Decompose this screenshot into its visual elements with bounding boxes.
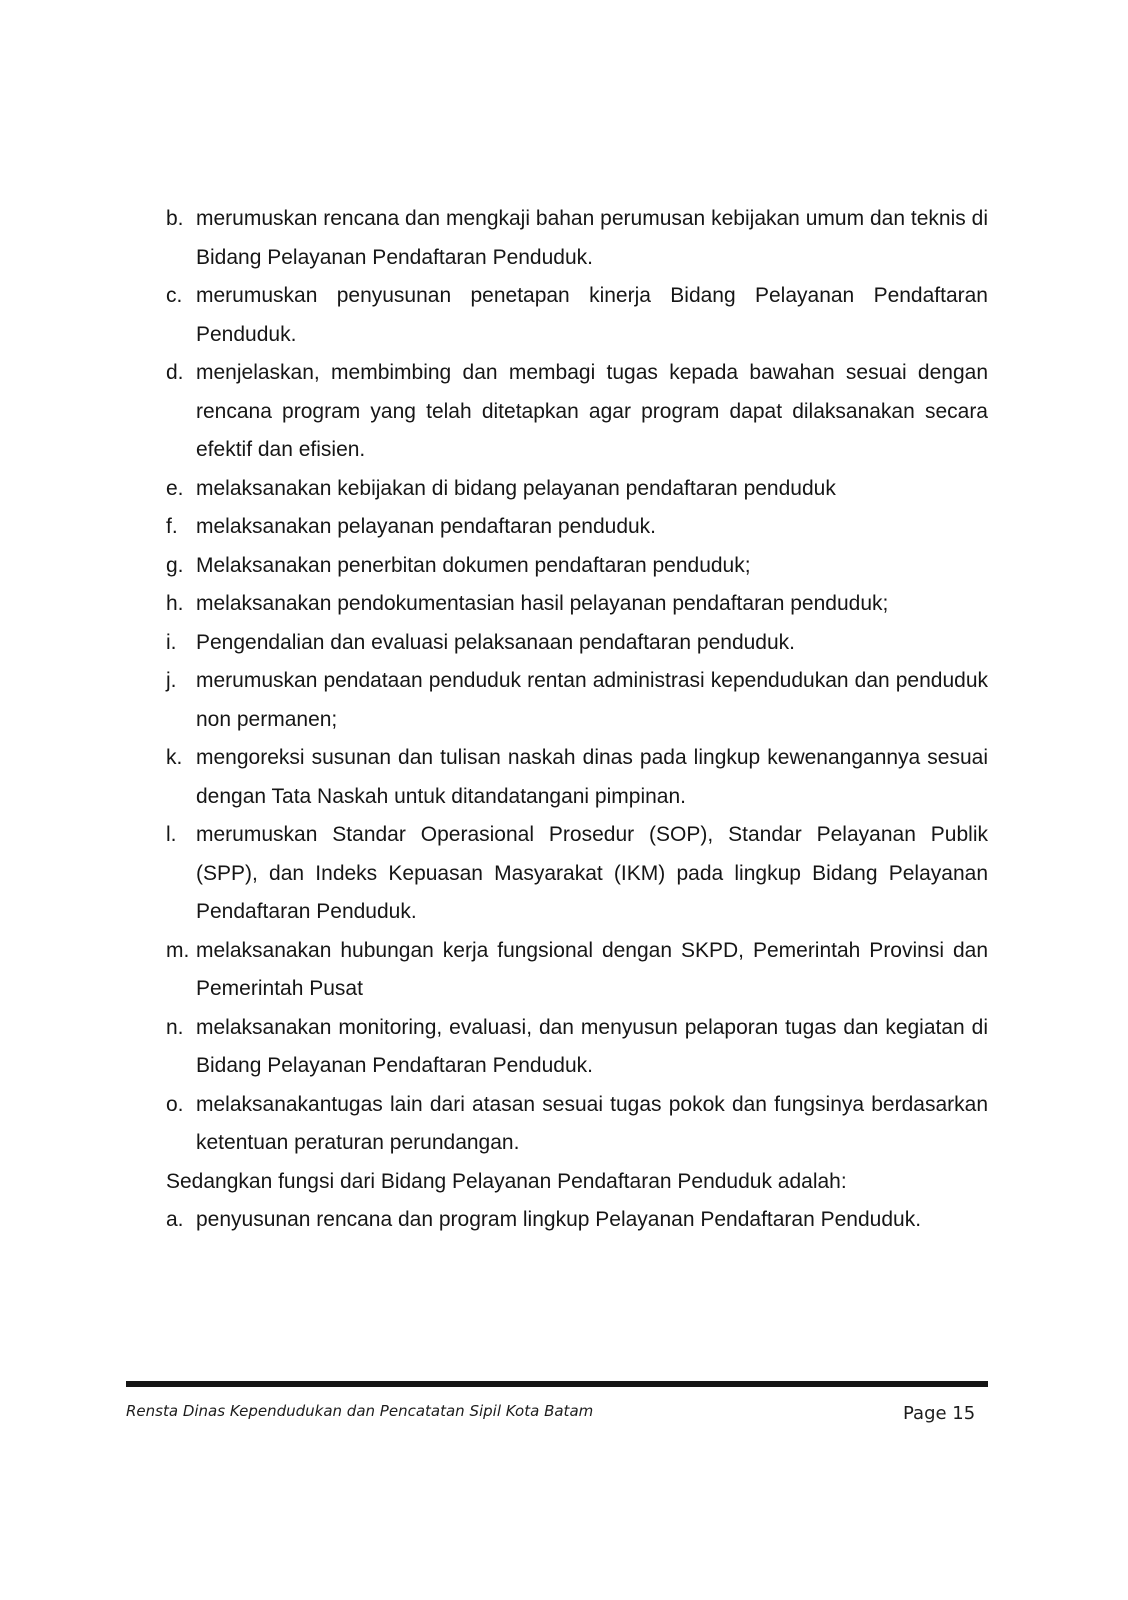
- list-item-text: penyusunan rencana dan program lingkup Pelayanan Pendaftaran Penduduk.: [196, 1208, 922, 1231]
- list-marker: k.: [166, 746, 183, 769]
- list-marker: d.: [166, 361, 184, 384]
- footer-document-title: Rensta Dinas Kependudukan dan Pencatatan Sipil Kota Batam: [126, 1402, 594, 1420]
- list-marker: b.: [166, 207, 184, 230]
- list-item-text: Pengendalian dan evaluasi pelaksanaan pendaftaran penduduk.: [196, 630, 795, 654]
- list-item: [166, 1201, 988, 1240]
- list-marker: e.: [166, 476, 184, 500]
- list-item-text: melaksanakan hubungan kerja fungsional dengan SKPD, Pemerintah Provinsi dan Pemerintah Pusat: [196, 938, 988, 1000]
- list-marker: a.: [166, 1208, 184, 1231]
- list-item: [166, 547, 988, 586]
- list-item: [166, 354, 988, 470]
- list-item: [166, 739, 988, 816]
- list-item-text: melaksanakan pelayanan pendaftaran penduduk.: [196, 515, 657, 538]
- list-marker: m.: [166, 938, 190, 962]
- list-item-text: merumuskan Standar Operasional Prosedur (SOP), Standar Pelayanan Publik (SPP), dan Indeks Kepuasan Masyarakat (IKM) pada lingkup Bidang Pelayanan Pendaftaran Penduduk.: [196, 823, 988, 923]
- list-marker: n.: [166, 1015, 184, 1039]
- list-marker: h.: [166, 592, 184, 615]
- list-marker: o.: [166, 1092, 184, 1116]
- list-marker: f.: [166, 515, 178, 538]
- duties-list: [166, 200, 988, 1240]
- list-item: [166, 816, 988, 932]
- list-item-text: menjelaskan, membimbing dan membagi tugas kepada bawahan sesuai dengan rencana program yang telah ditetapkan agar program dapat dilaksanakan secara efektif dan efisien.: [196, 361, 988, 461]
- list-item-text: mengoreksi susunan dan tulisan naskah dinas pada lingkup kewenangannya sesuai dengan Tata Naskah untuk ditandatangani pimpinan.: [196, 746, 988, 808]
- page-number: Page 15: [903, 1403, 976, 1424]
- list-item-text: melaksanakan pendokumentasian hasil pelayanan pendaftaran penduduk;: [196, 592, 889, 615]
- list-item-text: melaksanakan monitoring, evaluasi, dan menyusun pelaporan tugas dan kegiatan di Bidang Pelayanan Pendaftaran Penduduk.: [196, 1015, 988, 1077]
- list-item-text: melaksanakan kebijakan di bidang pelayanan pendaftaran penduduk: [196, 476, 836, 500]
- list-item: [166, 585, 988, 624]
- list-item: [166, 470, 988, 509]
- list-item-text: merumuskan penyusunan penetapan kinerja Bidang Pelayanan Pendaftaran Penduduk.: [196, 284, 988, 346]
- list-marker: i.: [166, 630, 177, 654]
- list-item: [166, 200, 988, 277]
- list-item-text: merumuskan pendataan penduduk rentan administrasi kependudukan dan penduduk non permanen;: [196, 669, 988, 731]
- list-item: [166, 624, 988, 663]
- list-item: [166, 1086, 988, 1163]
- list-item: [166, 1009, 988, 1086]
- list-item: [166, 662, 988, 739]
- list-item-text: merumuskan rencana dan mengkaji bahan perumusan kebijakan umum dan teknis di Bidang Pelayanan Pendaftaran Penduduk.: [196, 207, 988, 269]
- list-marker: j.: [166, 669, 177, 692]
- list-marker: l.: [166, 823, 177, 846]
- footer-divider: [126, 1381, 988, 1387]
- list-item-text: melaksanakantugas lain dari atasan sesuai tugas pokok dan fungsinya berdasarkan ketentuan peraturan perundangan.: [196, 1092, 988, 1154]
- list-item: [166, 277, 988, 354]
- list-item: [166, 508, 988, 547]
- fungsi-intro: Sedangkan fungsi dari Bidang Pelayanan Pendaftaran Penduduk adalah:: [166, 1169, 847, 1193]
- list-marker: g.: [166, 553, 184, 577]
- list-item: [166, 932, 988, 1009]
- list-item-text: Melaksanakan penerbitan dokumen pendaftaran penduduk;: [196, 553, 751, 577]
- list-marker: c.: [166, 284, 183, 307]
